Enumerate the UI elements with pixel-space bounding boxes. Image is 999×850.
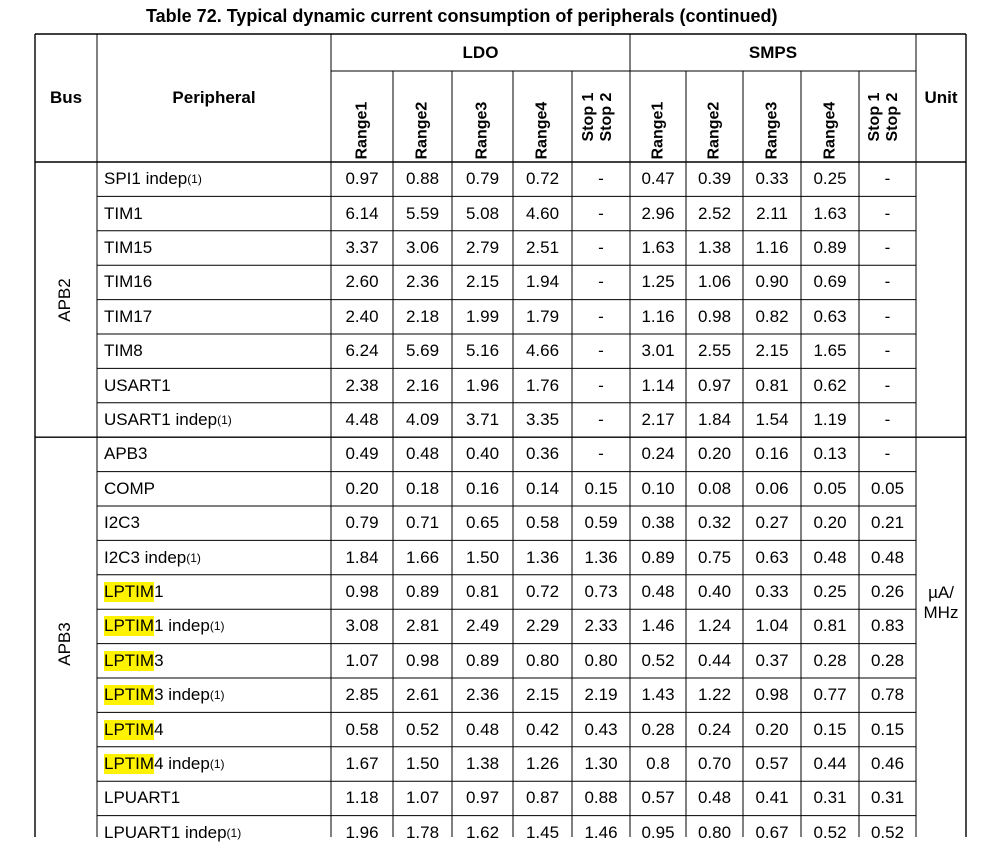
value-cell: 1.14 (641, 375, 675, 395)
value-cell: 0.14 (525, 478, 560, 498)
value-cell: 2.81 (405, 616, 440, 636)
value-cell: 1.18 (345, 788, 379, 808)
value-cell: 0.32 (697, 513, 732, 533)
value-cell: 0.80 (525, 650, 560, 670)
value-cell: 2.29 (525, 616, 560, 636)
peripheral-label: I2C3 indep (104, 547, 187, 567)
value-cell: 0.15 (584, 478, 618, 498)
value-cell: 1.66 (405, 547, 440, 567)
value-cell: 2.11 (756, 203, 788, 223)
peripheral-name (97, 575, 331, 609)
peripheral-name: LPTIM 1 indep (1) (104, 616, 225, 636)
value-cell: 1.24 (697, 616, 732, 636)
value-cell: 0.8 (646, 753, 670, 773)
value-cell: 0.97 (465, 788, 500, 808)
value-cell: 2.40 (345, 306, 379, 326)
value-cell: 1.96 (345, 822, 379, 842)
value-cell: 0.75 (697, 547, 732, 567)
unit-value: µA/ MHz (923, 583, 959, 622)
value-cell: 0.42 (525, 719, 560, 739)
value-cell: - (598, 237, 604, 257)
value-cell: 0.80 (697, 822, 732, 842)
value-cell: 0.89 (405, 581, 440, 601)
value-cell: 0.37 (755, 650, 789, 670)
value-cell: 0.48 (465, 719, 500, 739)
value-cell: 1.06 (697, 272, 732, 292)
header-ldo-col-1: Range1 (353, 101, 370, 159)
value-cell: 0.98 (755, 685, 789, 705)
value-cell: 0.48 (813, 547, 847, 567)
table-title-text: Table 72. Typical dynamic current consumption of peripherals (continued) (146, 6, 778, 26)
peripheral-name: LPTIM 3 indep (1) (104, 685, 225, 705)
value-cell: 0.31 (870, 788, 905, 808)
value-cell: 5.69 (405, 341, 440, 361)
value-cell: 3.71 (465, 409, 500, 429)
peripheral-name (97, 368, 331, 402)
value-cell: 2.17 (641, 409, 675, 429)
value-cell: 0.06 (755, 478, 789, 498)
value-cell: - (884, 341, 891, 361)
value-cell: 0.24 (697, 719, 732, 739)
value-cell: 0.16 (755, 444, 789, 464)
header-smps: SMPS (748, 42, 798, 62)
value-cell: 1.16 (755, 237, 789, 257)
value-cell: 0.87 (525, 788, 560, 808)
value-cell: 0.28 (813, 650, 847, 670)
value-cell: 0.33 (755, 169, 789, 189)
peripheral-label: TIM15 (104, 237, 153, 257)
value-cell: 2.85 (345, 685, 379, 705)
value-cell: 0.47 (641, 169, 675, 189)
value-cell: 0.52 (870, 822, 905, 842)
value-cell: 0.05 (813, 478, 847, 498)
value-cell: 0.98 (405, 650, 440, 670)
value-cell: 0.77 (813, 685, 847, 705)
search-highlight: LPTIM (104, 581, 155, 601)
value-cell: 0.39 (697, 169, 732, 189)
peripheral-name (97, 231, 331, 265)
value-cell: 3.35 (525, 409, 560, 429)
value-cell: 0.20 (755, 719, 789, 739)
value-cell: - (884, 169, 891, 189)
value-cell: - (884, 272, 891, 292)
value-cell: 1.54 (755, 409, 789, 429)
value-cell: 1.19 (813, 409, 847, 429)
value-cell: 0.52 (641, 650, 675, 670)
value-cell: 0.88 (584, 788, 618, 808)
value-cell: 0.40 (465, 444, 500, 464)
value-cell: 3.01 (641, 341, 675, 361)
value-cell: 0.81 (813, 616, 847, 636)
value-cell: 1.63 (813, 203, 847, 223)
value-cell: 0.71 (405, 513, 440, 533)
value-cell: 0.57 (755, 753, 789, 773)
peripheral-label: COMP (104, 478, 155, 498)
value-cell: 1.38 (465, 753, 500, 773)
peripheral-label: TIM1 (104, 203, 143, 223)
value-cell: 0.08 (697, 478, 732, 498)
value-cell: 0.20 (813, 513, 847, 533)
value-cell: 2.36 (465, 685, 500, 705)
value-cell: 1.50 (405, 753, 440, 773)
value-cell: 4.48 (345, 409, 379, 429)
value-cell: 0.38 (641, 513, 675, 533)
peripheral-label: TIM8 (104, 341, 143, 361)
value-cell: 0.36 (525, 444, 560, 464)
value-cell: 1.36 (525, 547, 560, 567)
value-cell: 2.15 (465, 272, 500, 292)
header-ldo-col-5: Stop 1 Stop 2 (579, 92, 615, 141)
value-cell: 0.20 (345, 478, 379, 498)
value-cell: 0.78 (870, 685, 905, 705)
peripheral-name (97, 334, 331, 368)
value-cell: - (884, 306, 891, 326)
peripheral-name (97, 437, 331, 471)
peripheral-label: USART1 (104, 375, 171, 395)
value-cell: 0.95 (641, 822, 675, 842)
peripheral-name: LPUART1 indep (1) (104, 822, 242, 842)
value-cell: - (598, 444, 604, 464)
header-ldo-col-3: Range3 (473, 101, 491, 159)
value-cell: 2.38 (345, 375, 379, 395)
value-cell: 5.16 (465, 341, 500, 361)
value-cell: 6.24 (345, 341, 379, 361)
value-cell: 5.59 (405, 203, 440, 223)
value-cell: 0.83 (870, 616, 905, 636)
value-cell: 0.70 (697, 753, 732, 773)
peripheral-label: 4 indep (154, 753, 210, 773)
peripheral-label: TIM16 (104, 272, 153, 292)
value-cell: 0.20 (697, 444, 732, 464)
value-cell: 0.98 (345, 581, 379, 601)
peripheral-name (97, 196, 331, 230)
value-cell: 0.58 (345, 719, 379, 739)
value-cell: 2.36 (405, 272, 440, 292)
value-cell: 0.40 (697, 581, 732, 601)
value-cell: 0.48 (405, 444, 440, 464)
value-cell: - (884, 237, 891, 257)
value-cell: - (598, 169, 604, 189)
value-cell: 0.62 (813, 375, 847, 395)
value-cell: 0.18 (405, 478, 440, 498)
value-cell: 1.46 (584, 822, 618, 842)
value-cell: 0.31 (813, 788, 847, 808)
value-cell: 0.46 (870, 753, 905, 773)
value-cell: 0.79 (345, 513, 379, 533)
value-cell: 1.07 (345, 650, 379, 670)
search-highlight: LPTIM (104, 753, 155, 773)
value-cell: 2.33 (584, 616, 618, 636)
header-ldo-col-4: Range4 (533, 101, 551, 159)
value-cell: 0.89 (813, 237, 847, 257)
peripheral-label: 1 indep (154, 616, 210, 636)
value-cell: 6.14 (345, 203, 379, 223)
value-cell: 0.82 (755, 306, 789, 326)
header-ldo: LDO (462, 42, 499, 62)
value-cell: 2.61 (405, 685, 440, 705)
value-cell: - (598, 375, 604, 395)
value-cell: 1.36 (584, 547, 618, 567)
value-cell: 0.48 (697, 788, 732, 808)
search-highlight: LPTIM (104, 650, 155, 670)
header-unit: Unit (924, 88, 958, 107)
value-cell: 1.76 (525, 375, 560, 395)
header-smps-col-3: Range3 (763, 101, 780, 159)
peripheral-label: 1 (154, 581, 164, 601)
bus-label: APB3 (55, 621, 74, 666)
value-cell: 0.05 (870, 478, 905, 498)
value-cell: 1.26 (525, 753, 560, 773)
value-cell: 0.24 (641, 444, 675, 464)
value-cell: 1.67 (345, 753, 379, 773)
value-cell: 1.94 (525, 272, 560, 292)
value-cell: 0.44 (813, 753, 847, 773)
value-cell: 2.55 (697, 341, 732, 361)
header-smps-col-5: Stop 1 Stop 2 (866, 92, 901, 141)
value-cell: 1.07 (405, 788, 440, 808)
bus-label: APB2 (55, 277, 74, 322)
search-highlight: LPTIM (104, 616, 155, 636)
peripheral-label: LPUART1 indep (104, 822, 227, 842)
value-cell: 0.44 (697, 650, 732, 670)
value-cell: 0.25 (813, 169, 847, 189)
value-cell: 0.52 (405, 719, 440, 739)
value-cell: 0.81 (755, 375, 789, 395)
value-cell: 0.57 (641, 788, 675, 808)
value-cell: 0.27 (755, 513, 789, 533)
peripheral-label: SPI1 indep (104, 169, 188, 189)
value-cell: 1.96 (465, 375, 500, 395)
value-cell: 0.63 (755, 547, 789, 567)
value-cell: 1.46 (641, 616, 675, 636)
value-cell: 0.16 (465, 478, 500, 498)
peripheral-label: TIM17 (104, 306, 153, 326)
peripheral-label: I2C3 (104, 513, 140, 533)
value-cell: 0.97 (697, 375, 732, 395)
value-cell: 2.49 (465, 616, 500, 636)
value-cell: 2.18 (405, 306, 440, 326)
value-cell: 0.81 (465, 581, 500, 601)
value-cell: 1.22 (697, 685, 732, 705)
value-cell: 0.73 (584, 581, 618, 601)
value-cell: 2.15 (755, 341, 789, 361)
value-cell: 1.78 (405, 822, 440, 842)
peripheral-label: LPUART1 (104, 788, 181, 808)
value-cell: 0.26 (870, 581, 905, 601)
value-cell: 2.19 (584, 685, 618, 705)
value-cell: 0.89 (465, 650, 500, 670)
value-cell: - (884, 409, 891, 429)
peripheral-name (97, 781, 331, 815)
value-cell: 0.25 (813, 581, 847, 601)
value-cell: 2.60 (345, 272, 379, 292)
value-cell: - (884, 203, 891, 223)
peripheral-label: 4 (154, 719, 164, 739)
value-cell: 0.79 (465, 169, 500, 189)
value-cell: 0.67 (755, 822, 789, 842)
header-smps-col-2: Range2 (705, 101, 723, 159)
peripheral-label: APB3 (104, 444, 148, 464)
peripheral-name (97, 506, 331, 540)
value-cell: 0.80 (584, 650, 618, 670)
value-cell: 2.15 (525, 685, 560, 705)
value-cell: 1.62 (465, 822, 500, 842)
value-cell: 2.52 (697, 203, 732, 223)
value-cell: 5.08 (465, 203, 500, 223)
header-bus: Bus (49, 88, 83, 107)
value-cell: 1.99 (465, 306, 500, 326)
peripheral-name: LPTIM 4 indep (1) (104, 753, 225, 773)
value-cell: 2.16 (405, 375, 440, 395)
value-cell: 4.60 (525, 203, 560, 223)
value-cell: 2.96 (641, 203, 675, 223)
search-highlight: LPTIM (104, 685, 155, 705)
value-cell: 1.38 (697, 237, 732, 257)
value-cell: 0.41 (755, 788, 789, 808)
peripheral-name: USART1 indep (1) (104, 409, 232, 429)
value-cell: 0.88 (405, 169, 440, 189)
value-cell: 0.10 (641, 478, 675, 498)
value-cell: 1.25 (641, 272, 675, 292)
search-highlight: LPTIM (104, 719, 155, 739)
value-cell: 0.90 (755, 272, 789, 292)
value-cell: 0.89 (641, 547, 675, 567)
peripheral-name (97, 265, 331, 299)
value-cell: 1.04 (755, 616, 789, 636)
value-cell: 0.28 (870, 650, 905, 670)
value-cell: 4.09 (405, 409, 440, 429)
value-cell: 1.84 (345, 547, 379, 567)
value-cell: 0.97 (345, 169, 379, 189)
value-cell: 1.43 (641, 685, 675, 705)
peripheral-name: I2C3 indep (1) (104, 547, 201, 567)
value-cell: 0.52 (813, 822, 847, 842)
value-cell: 0.15 (813, 719, 847, 739)
value-cell: 0.72 (525, 581, 560, 601)
header-smps-col-4: Range4 (821, 101, 838, 159)
value-cell: 0.15 (870, 719, 905, 739)
value-cell: - (598, 341, 604, 361)
peripheral-name: SPI1 indep (1) (104, 169, 202, 189)
value-cell: 0.48 (641, 581, 675, 601)
value-cell: 0.65 (465, 513, 500, 533)
peripheral-name (97, 472, 331, 506)
value-cell: - (884, 444, 891, 464)
value-cell: 1.50 (465, 547, 500, 567)
value-cell: 3.06 (405, 237, 440, 257)
value-cell: 0.33 (755, 581, 789, 601)
value-cell: 4.66 (525, 341, 560, 361)
peripheral-name (97, 712, 331, 746)
value-cell: 0.21 (870, 513, 905, 533)
value-cell: 1.16 (641, 306, 675, 326)
value-cell: 0.58 (525, 513, 560, 533)
value-cell: 1.45 (525, 822, 560, 842)
value-cell: 3.37 (345, 237, 379, 257)
peripheral-name (97, 644, 331, 678)
value-cell: 0.59 (584, 513, 618, 533)
peripheral-label: USART1 indep (104, 409, 218, 429)
value-cell: 0.98 (697, 306, 732, 326)
value-cell: 0.43 (584, 719, 618, 739)
value-cell: 0.49 (345, 444, 379, 464)
peripheral-label: 3 (154, 650, 164, 670)
header-peripheral: Peripheral (172, 88, 256, 107)
peripheral-label: 3 indep (154, 685, 210, 705)
value-cell: 1.30 (584, 753, 618, 773)
value-cell: 0.48 (870, 547, 905, 567)
value-cell: 2.79 (465, 237, 500, 257)
header-smps-col-1: Range1 (649, 101, 666, 159)
value-cell: 1.65 (813, 341, 847, 361)
peripheral-name (97, 300, 331, 334)
value-cell: 0.72 (525, 169, 560, 189)
header-ldo-col-2: Range2 (413, 101, 431, 159)
value-cell: - (598, 409, 604, 429)
value-cell: 1.79 (525, 306, 560, 326)
value-cell: 1.84 (697, 409, 732, 429)
value-cell: - (598, 306, 604, 326)
value-cell: - (598, 272, 604, 292)
value-cell: 3.08 (345, 616, 379, 636)
value-cell: 0.28 (641, 719, 675, 739)
value-cell: 1.63 (641, 237, 675, 257)
value-cell: - (884, 375, 891, 395)
value-cell: 2.51 (525, 237, 560, 257)
value-cell: 0.13 (813, 444, 847, 464)
value-cell: 0.63 (813, 306, 847, 326)
value-cell: - (598, 203, 604, 223)
value-cell: 0.69 (813, 272, 847, 292)
